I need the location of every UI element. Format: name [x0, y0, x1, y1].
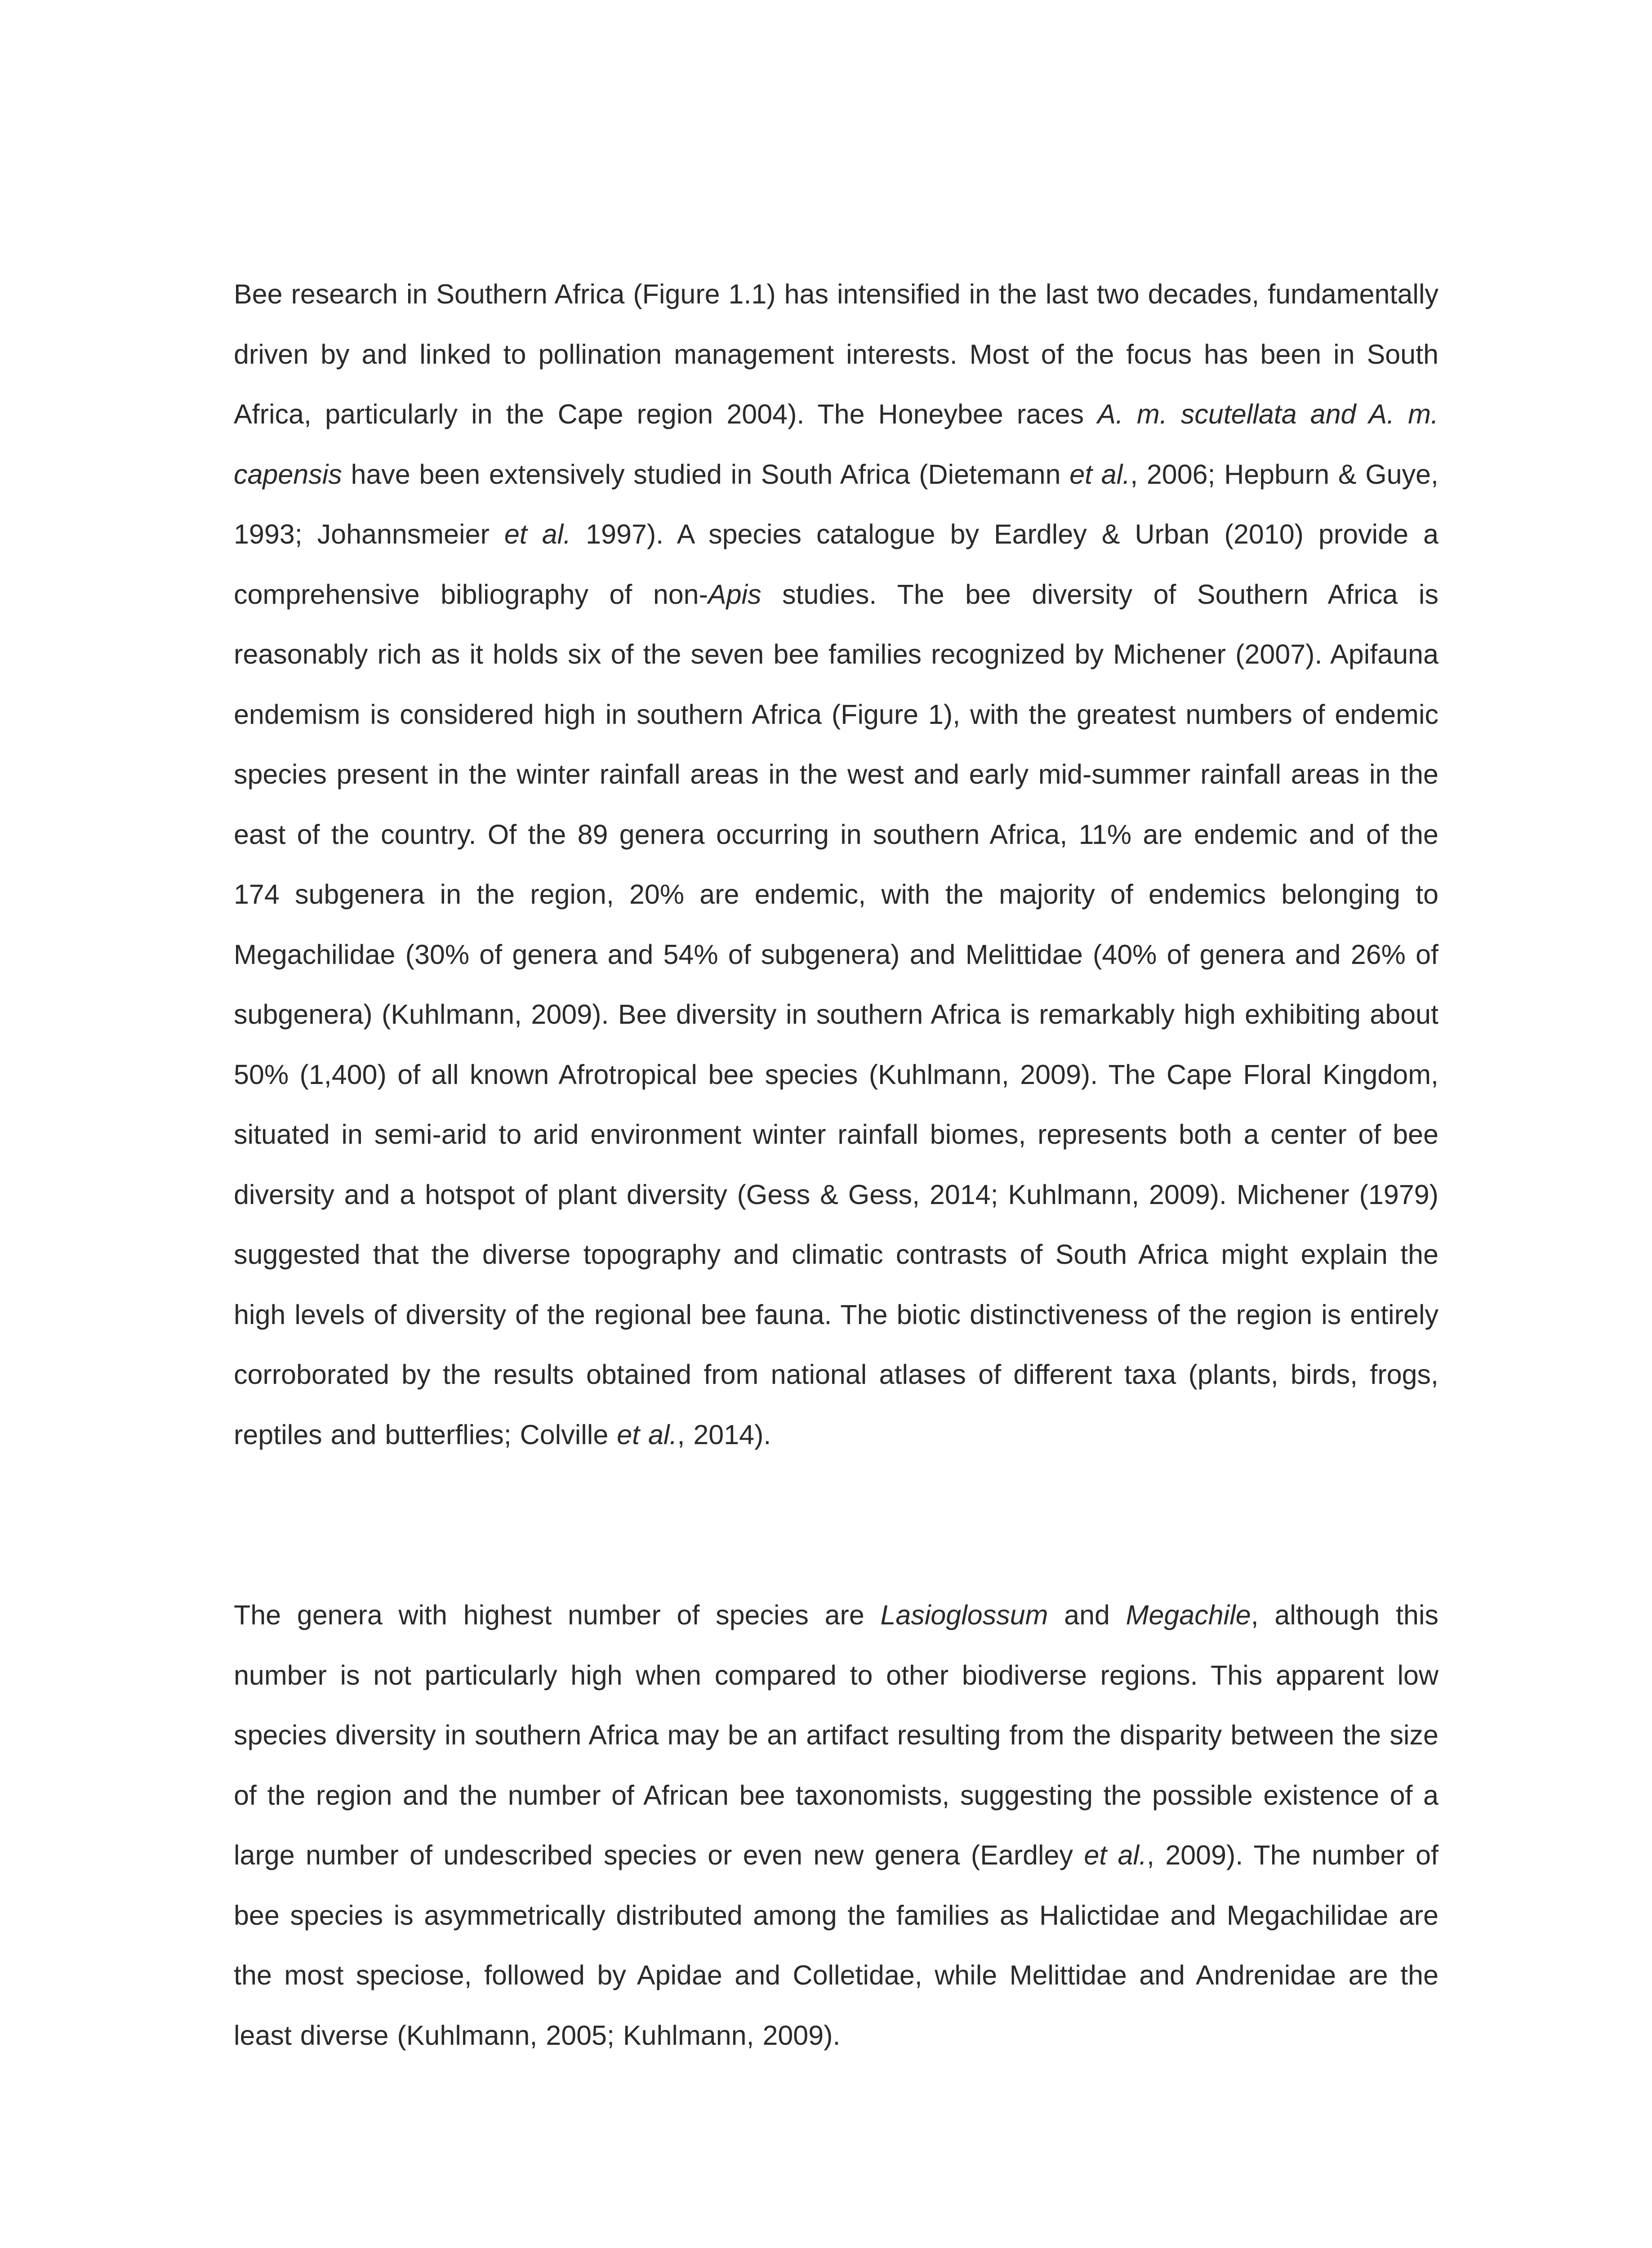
text-segment: , although this number is not particularly high when compared to other biodiverse regions. This apparent low species diversity in southern Africa may be an artifact resulting from the disparity between the size of the region and the number of African bee taxonomists, suggesting the possible existence of a large number of undescribed species or even new genera (Eardley — [234, 1600, 1438, 1870]
text-segment: and — [1048, 1600, 1126, 1630]
text-segment: , 2009). The number of bee species is asymmetrically distributed among the families as Halictidae and Megachilidae are the most speciose, followed by Apidae and Colletidae, while Melittidae and Andrenidae are the least diverse (Kuhlmann, 2005; Kuhlmann, 2009). — [234, 1840, 1438, 2051]
italic-text-segment: et al. — [1084, 1840, 1147, 1870]
text-segment: , 2014). — [677, 1419, 771, 1450]
italic-text-segment: A. m. scutellata and A. m. capensis — [234, 399, 1438, 490]
italic-text-segment: Apis — [708, 579, 761, 610]
text-segment: , 2006; Hepburn & Guye, 1993; Johannsmeier — [234, 459, 1439, 549]
text-segment: have been extensively studied in South Africa (Dietemann — [342, 459, 1070, 490]
paragraph-text — [234, 264, 1438, 1465]
italic-text-segment: et al. — [617, 1419, 677, 1450]
paragraph-text — [234, 1585, 1438, 2065]
italic-text-segment: et al. — [1069, 459, 1131, 490]
body-paragraph-2 — [234, 1585, 1438, 2065]
text-segment: studies. The bee diversity of Southern Africa is reasonably rich as it holds six of the seven bee families recognized by Michener (2007). Apifauna endemism is considered high in southern Africa (Figure 1), with the greatest numbers of endemic species present in the winter rainfall areas in the west and early mid-summer rainfall areas in the east of the country. Of the 89 genera occurring in southern Africa, 11% are endemic and of the 174 subgenera in the region, 20% are endemic, with the majority of endemics belonging to Megachilidae (30% of genera and 54% of subgenera) and Melittidae (40% of genera and 26% of subgenera) (Kuhlmann, 2009). Bee diversity in southern Africa is remarkably high exhibiting about 50% (1,400) of all known Afrotropical bee species (Kuhlmann, 2009). The Cape Floral Kingdom, situated in semi-arid to arid environment winter rainfall biomes, represents both a center of bee diversity and a hotspot of plant diversity (Gess & Gess, 2014; Kuhlmann, 2009). Michener (1979) suggested that the diverse topography and climatic contrasts of South Africa might explain the high levels of diversity of the regional bee fauna. The biotic distinctiveness of the region is entirely corroborated by the results obtained from national atlases of different taxa (plants, birds, frogs, reptiles and butterflies; Colville — [234, 579, 1438, 1450]
body-paragraph-1 — [234, 264, 1438, 1465]
italic-text-segment: Lasioglossum — [880, 1600, 1048, 1630]
text-segment: Bee research in Southern Africa (Figure 1.1) has intensified in the last two decades, fundamentally driven by and linked to pollination management interests. Most of the focus has been in South Africa, particularly in the Cape region 2004). The Honeybee races — [234, 279, 1438, 429]
text-segment: The genera with highest number of species are — [234, 1600, 881, 1630]
text-segment: 1997). A species catalogue by Eardley & Urban (2010) provide a comprehensive bibliography of non- — [234, 519, 1439, 610]
page-number — [1169, 2244, 1392, 2248]
italic-text-segment: et al. — [504, 519, 571, 549]
italic-text-segment: Megachile — [1126, 1600, 1251, 1630]
